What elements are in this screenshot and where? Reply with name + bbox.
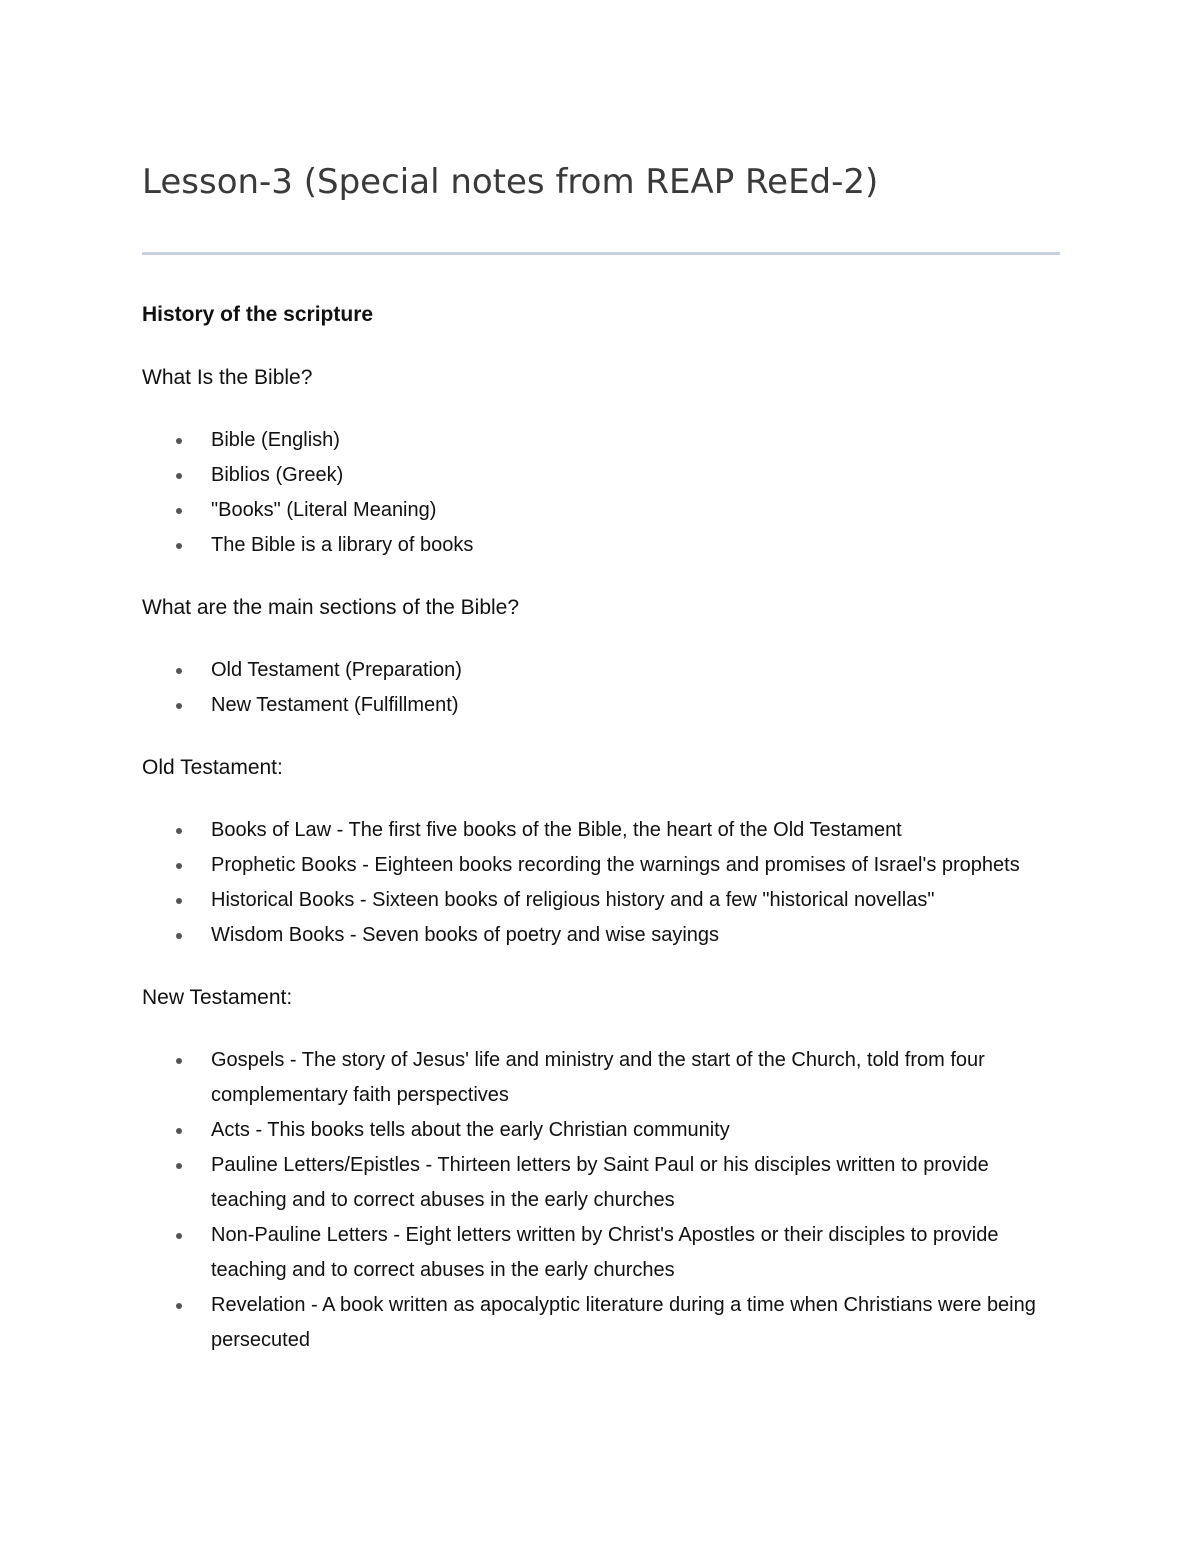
list-item (142, 423, 1060, 458)
bullet-icon (176, 1128, 182, 1134)
main-sections-question: What are the main sections of the Bible? (142, 596, 520, 619)
old-testament-heading: Old Testament: (142, 756, 283, 779)
list-item (142, 1148, 1060, 1218)
list-item (142, 653, 1060, 688)
bullet-icon (176, 703, 182, 709)
list-item (142, 883, 1060, 918)
list-item (142, 848, 1060, 883)
what-is-list (142, 423, 1060, 563)
title-divider (142, 252, 1060, 255)
bullet-icon (176, 863, 182, 869)
list-item-text: The Bible is a library of books (211, 534, 474, 556)
list-item-text: Bible (English) (211, 429, 340, 451)
list-item-text: Revelation - A book written as apocalyptic literature during a time when Christians were being persecuted (211, 1294, 1036, 1351)
bullet-icon (176, 438, 182, 444)
list-item-text: Biblios (Greek) (211, 464, 344, 486)
list-item (142, 688, 1060, 723)
bullet-icon (176, 1233, 182, 1239)
old-testament-list (142, 813, 1060, 953)
list-item-text: Wisdom Books - Seven books of poetry and wise sayings (211, 924, 720, 946)
new-testament-heading: New Testament: (142, 986, 293, 1009)
list-item (142, 458, 1060, 493)
section-heading: History of the scripture (142, 303, 374, 326)
list-item-text: Old Testament (Preparation) (211, 659, 462, 681)
list-item-text: Books of Law - The first five books of the Bible, the heart of the Old Testament (211, 819, 902, 841)
document-title: Lesson-3 (Special notes from REAP ReEd-2) (142, 162, 879, 202)
bullet-icon (176, 898, 182, 904)
list-item-text: "Books" (Literal Meaning) (211, 499, 437, 521)
bullet-icon (176, 543, 182, 549)
new-testament-list (142, 1043, 1060, 1358)
what-is-question: What Is the Bible? (142, 366, 313, 389)
list-item-text: Gospels - The story of Jesus' life and ministry and the start of the Church, told from four complementary faith perspectives (211, 1049, 985, 1106)
list-item (142, 1043, 1060, 1113)
list-item-text: Non-Pauline Letters - Eight letters written by Christ's Apostles or their disciples to provide teaching and to correct abuses in the early churches (211, 1224, 999, 1281)
list-item (142, 918, 1060, 953)
bullet-icon (176, 1058, 182, 1064)
list-item-text: New Testament (Fulfillment) (211, 694, 459, 716)
bullet-icon (176, 473, 182, 479)
list-item (142, 528, 1060, 563)
bullet-icon (176, 1303, 182, 1309)
list-item-text: Pauline Letters/Epistles - Thirteen letters by Saint Paul or his disciples written to provide teaching and to correct abuses in the early churches (211, 1154, 989, 1211)
list-item (142, 813, 1060, 848)
list-item-text: Acts - This books tells about the early Christian community (211, 1119, 730, 1141)
list-item-text: Prophetic Books - Eighteen books recording the warnings and promises of Israel's prophets (211, 854, 1020, 876)
bullet-icon (176, 668, 182, 674)
list-item (142, 1113, 1060, 1148)
document-body (142, 297, 1060, 1358)
bullet-icon (176, 1163, 182, 1169)
list-item (142, 1218, 1060, 1288)
list-item-text: Historical Books - Sixteen books of religious history and a few "historical novellas" (211, 889, 935, 911)
bullet-icon (176, 933, 182, 939)
bullet-icon (176, 828, 182, 834)
list-item (142, 1288, 1060, 1358)
list-item (142, 493, 1060, 528)
bullet-icon (176, 508, 182, 514)
main-sections-list (142, 653, 1060, 723)
